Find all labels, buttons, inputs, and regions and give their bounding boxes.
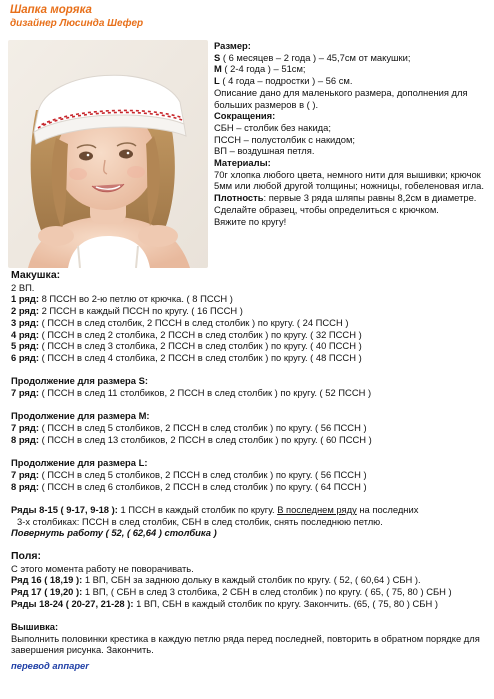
row-label: 7 ряд: — [11, 387, 39, 399]
row-text: 1 ВП, ( СБН в след 3 столбика, 2 СБН в след столбик ) по кругу. ( 65, ( 75, 80 ) СБН ) — [82, 585, 452, 597]
size-m-letter: M — [214, 63, 222, 75]
row-label: 7 ряд: — [11, 468, 39, 480]
list-item — [11, 329, 489, 341]
list-item — [11, 340, 489, 352]
list-item — [11, 586, 489, 598]
child-with-sailor-hat-photo — [8, 40, 208, 268]
density-line — [214, 192, 490, 215]
density-text: : первые 3 ряда шляпы равны 8,2см в диаметре. Сделайте образец, чтобы определиться с крючком. — [214, 192, 477, 215]
crown-rows — [11, 293, 489, 363]
brim-intro: С этого момента работу не поворачивать. — [11, 562, 194, 574]
title-block — [10, 3, 143, 30]
row-text: ( ПССН в след 3 столбика, 2 ПССН в след столбик ) по кругу. ( 40 ПССН ) — [38, 340, 362, 352]
spacer — [11, 399, 489, 411]
row-text: 8 ПССН во 2-ю петлю от крючка. ( 8 ПССН ) — [38, 293, 233, 305]
row-label: Ряды 8-15 ( 9-17, 9-18 ): — [11, 504, 118, 515]
row-text: 1 ВП, СБН за заднюю дольку в каждый столбик по кругу. ( 52, ( 60,64 ) СБН ). — [82, 574, 421, 586]
size-m-heading: Продолжение для размера M: — [11, 410, 150, 422]
row-label: 4 ряд: — [11, 328, 39, 340]
abbreviation-sbn: СБН – столбик без накида; — [214, 121, 331, 133]
size-heading: Размер: — [214, 40, 251, 51]
row-text: ( ПССН в след столбик, 2 ПССН в след столбик ) по кругу. ( 24 ПССН ) — [38, 316, 349, 328]
row-text: 1 ВП, СБН в каждый столбик по кругу. Закончить. (65, ( 75, 80 ) СБН ) — [133, 597, 438, 609]
spec-panel — [214, 40, 490, 227]
row-text: ( ПССН в след 6 столбиков, 2 ПССН в след столбик ) по кругу. ( 64 ПССН ) — [38, 480, 367, 492]
list-item — [11, 481, 489, 493]
size-s-letter: S — [214, 51, 221, 63]
page-title: Шапка моряка — [10, 4, 92, 16]
spacer — [11, 446, 489, 458]
crown-intro: 2 ВП. — [11, 281, 35, 293]
list-item — [11, 317, 489, 329]
row-text: 2 ПССН в каждый ПССН по кругу. ( 16 ПССН ) — [38, 305, 243, 317]
list-item — [11, 434, 489, 446]
row-label: 5 ряд: — [11, 340, 39, 352]
row-label: 6 ряд: — [11, 351, 39, 363]
row-label: Ряды 18-24 ( 20-27, 21-28 ): — [11, 597, 134, 609]
spacer — [11, 492, 489, 504]
crown-heading: Макушка: — [11, 269, 61, 281]
pattern-instructions — [11, 270, 489, 656]
size-l-line — [214, 75, 490, 87]
size-m-line — [214, 63, 490, 75]
density-label: Плотность — [214, 192, 264, 204]
list-item — [11, 352, 489, 364]
row-text: ( ПССН в след 5 столбиков, 2 ПССН в след столбик ) по кругу. ( 56 ПССН ) — [38, 422, 367, 434]
row-text: на последних — [356, 504, 419, 515]
size-m-text: ( 2-4 года ) – 51см; — [221, 63, 306, 75]
translator-credit: перевод anпaper — [11, 660, 89, 671]
rows-8-15-continuation: 3-х столбиках: ПССН в след столбик, СБН в след столбик, снять последнюю петлю. — [17, 515, 383, 527]
abbreviation-pssn: ПССН – полустолбик с накидом; — [214, 133, 356, 145]
size-l-letter: L — [214, 75, 220, 87]
underlined-text: В последнем ряду — [277, 504, 357, 515]
row-label: 3 ряд: — [11, 316, 39, 328]
materials-text: 70г хлопка любого цвета, немного нити для вышивки; крючок 5мм или любой другой толщины; ножницы, гобеленовая игла. — [214, 168, 484, 192]
size-note: Описание дано для маленького размера, дополнения для больших размеров в ( ). — [214, 86, 468, 110]
abbreviations-heading: Сокращения: — [214, 110, 276, 122]
list-item — [11, 387, 489, 399]
size-l-text: ( 4 года – подростки ) – 56 см. — [219, 75, 353, 87]
row-label: 8 ряд: — [11, 433, 39, 445]
embroidery-heading: Вышивка: — [11, 621, 59, 632]
abbreviation-vp: ВП – воздушная петля. — [214, 145, 315, 157]
size-l-heading: Продолжение для размера L: — [11, 457, 148, 469]
row-label: 8 ряд: — [11, 480, 39, 492]
size-s-line — [214, 52, 490, 64]
row-label: Ряд 16 ( 18,19 ): — [11, 574, 83, 586]
materials-heading: Материалы: — [214, 157, 271, 169]
list-item — [11, 422, 489, 434]
list-item — [11, 293, 489, 305]
size-s-heading: Продолжение для размера S: — [11, 375, 148, 387]
list-item — [11, 469, 489, 481]
embroidery-text: Выполнить половинки крестика в каждую петлю ряда перед последней, повторить в обратном порядке для завершения рисунка. Закончить. — [11, 632, 480, 656]
row-text: 1 ПССН в каждый столбик по кругу. — [117, 504, 278, 515]
spacer — [11, 364, 489, 376]
list-item — [11, 598, 489, 610]
row-label: Ряд 17 ( 19,20 ): — [11, 585, 83, 597]
row-text: ( ПССН в след 2 столбика, 2 ПССН в след столбик ) по кругу. ( 32 ПССН ) — [38, 328, 362, 340]
rows-8-15-line — [11, 504, 489, 516]
list-item — [11, 574, 489, 586]
row-text: ( ПССН в след 11 столбиков, 2 ПССН в след столбик ) по кругу. ( 52 ПССН ) — [38, 387, 372, 399]
row-text: ( ПССН в след 4 столбика, 2 ПССН в след столбик ) по кругу. ( 48 ПССН ) — [38, 351, 362, 363]
row-label: 7 ряд: — [11, 422, 39, 434]
turn-work-note: Повернуть работу ( 52, ( 62,64 ) столбика ) — [11, 527, 217, 539]
designer-subtitle: дизайнер Люсинда Шефер — [10, 18, 144, 29]
row-text: ( ПССН в след 13 столбиков, 2 ПССН в след столбик ) по кругу. ( 60 ПССН ) — [38, 433, 372, 445]
row-text: ( ПССН в след 5 столбиков, 2 ПССН в след столбик ) по кругу. ( 56 ПССН ) — [38, 468, 367, 480]
spacer — [11, 539, 489, 551]
closing-note: Вяжите по кругу! — [214, 215, 287, 227]
row-label: 1 ряд: — [11, 293, 39, 305]
row-label: 2 ряд: — [11, 305, 39, 317]
size-s-text: ( 6 месяцев – 2 года ) – 45,7см от макушки; — [220, 51, 411, 63]
brim-heading: Поля: — [11, 549, 41, 562]
spacer — [11, 609, 489, 621]
list-item — [11, 305, 489, 317]
